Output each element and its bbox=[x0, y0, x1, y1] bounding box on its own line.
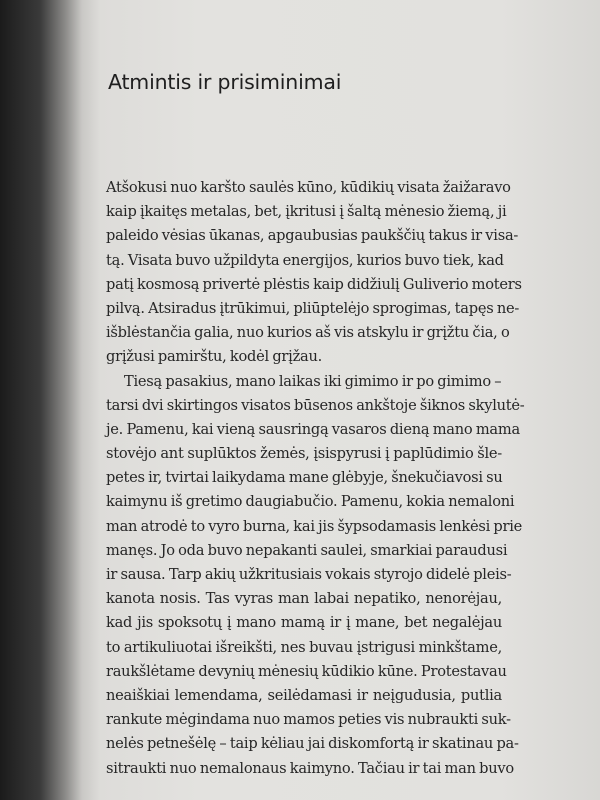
body-text bbox=[106, 176, 525, 781]
text-line: Atšokusi nuo karšto saulės kūno, kūdikių visata žaižaravo bbox=[106, 179, 511, 196]
text-line: išblėstančia galia, nuo kurios aš vis atskylu ir grįžtu čia, o bbox=[106, 324, 510, 342]
text-line: to artikuliuotai išreikšti, nes buvau įstrigusi minkštame, bbox=[106, 638, 502, 656]
text-line: paleido vėsias ūkanas, apgaubusias paukščių takus ir visa- bbox=[106, 227, 519, 245]
text-line: tą. Visata buvo užpildyta energijos, kurios buvo tiek, kad bbox=[106, 251, 504, 269]
text-line: tarsi dvi skirtingos visatos būsenos ankštoje šiknos skylutė- bbox=[106, 396, 525, 414]
text-line: stovėjo ant suplūktos žemės, įsispyrusi į paplūdimio šle- bbox=[106, 445, 502, 463]
text-line: kaip įkaitęs metalas, bet, įkritusi į šaltą mėnesio žiemą, ji bbox=[106, 203, 507, 221]
text-line: neaiškiai lemendama, seilėdamasi ir neįgudusia, putlia bbox=[106, 686, 502, 704]
text-line: raukšlėtame devynių mėnesių kūdikio kūne. Protestavau bbox=[106, 662, 507, 680]
text-line: nelės petnešėlę – taip kėliau jai diskomfortą ir skatinau pa- bbox=[106, 735, 519, 753]
text-line: sitraukti nuo nemalonaus kaimyno. Tačiau ir tai man buvo bbox=[106, 759, 514, 777]
text-line: Tiesą pasakius, mano laikas iki gimimo ir po gimimo – bbox=[124, 372, 502, 390]
text-line: manęs. Jo oda buvo nepakanti saulei, smarkiai paraudusi bbox=[106, 541, 508, 559]
text-line: grįžusi pamirštu, kodėl grįžau. bbox=[106, 348, 323, 366]
text-line: rankute mėgindama nuo mamos peties vis nubraukti suk- bbox=[106, 711, 511, 729]
text-line: kaimynu iš gretimo daugiabučio. Pamenu, kokia nemaloni bbox=[106, 493, 515, 511]
text-line: kanota nosis. Tas vyras man labai nepatiko, nenorėjau, bbox=[106, 590, 502, 608]
chapter-title: Atmintis ir prisiminimai bbox=[108, 70, 342, 94]
text-line: ir sausa. Tarp akių užkritusiais vokais styrojo didelė pleis- bbox=[106, 566, 512, 583]
text-line: patį kosmosą privertė plėstis kaip didžiulį Guliverio moters bbox=[106, 275, 522, 293]
text-line: petes ir, tvirtai laikydama mane glėbyje, šnekučiavosi su bbox=[106, 469, 503, 487]
text-line: je. Pamenu, kai vieną sausringą vasaros dieną mano mama bbox=[106, 420, 520, 438]
text-line: pilvą. Atsiradus įtrūkimui, pliūptelėjo sprogimas, tapęs ne- bbox=[106, 299, 520, 317]
text-line: man atrodė to vyro burna, kai jis šypsodamasis lenkėsi prie bbox=[106, 517, 523, 535]
text-line: kad jis spoksotų į mano mamą ir į mane, bet negalėjau bbox=[106, 614, 502, 632]
